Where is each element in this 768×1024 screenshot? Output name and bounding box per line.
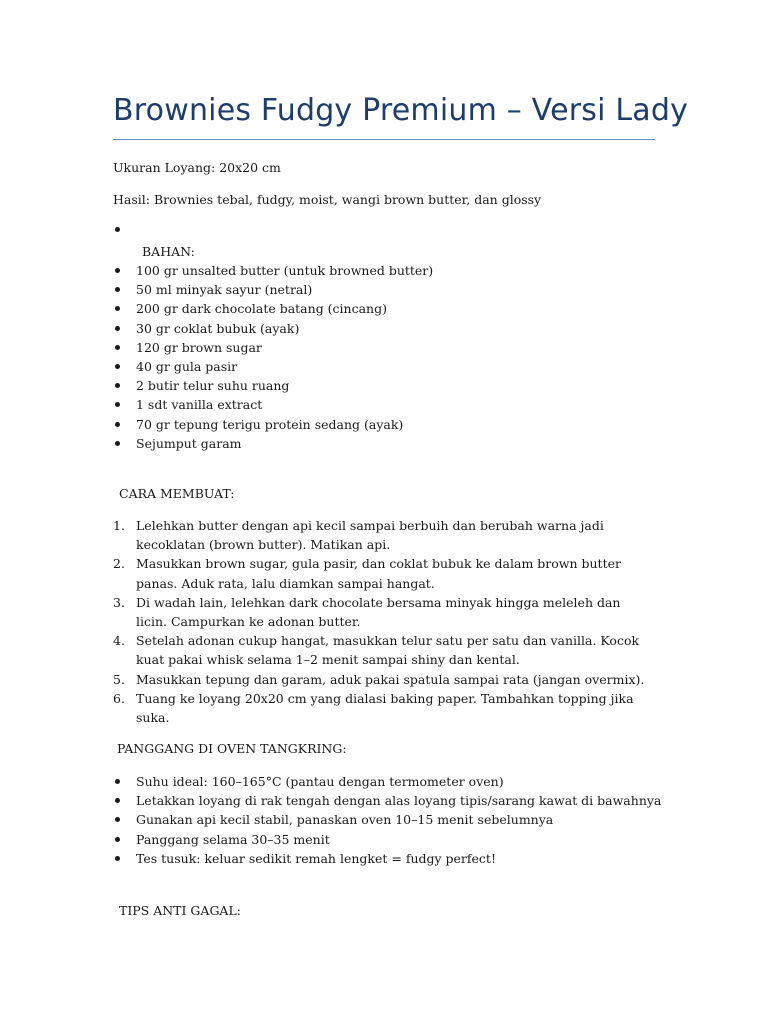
list-item: 200 gr dark chocolate batang (cincang) [113,299,433,318]
bullet-dot [115,306,120,311]
step-number: 1. [113,518,125,533]
title-underline [113,139,655,140]
list-item: 50 ml minyak sayur (netral) [113,280,433,299]
bullet-dot [115,779,120,784]
bullet-dot [115,856,120,861]
step-number: 2. [113,556,125,572]
step-number: 6. [113,690,125,706]
step-number: 4. [113,633,125,649]
list-item: 40 gr gula pasir [113,357,433,376]
bullet-dot [115,817,120,822]
list-item: Panggang selama 30–35 menit [113,830,661,849]
list-item: Tes tusuk: keluar sedikit remah lengket = fudgy perfect! [113,849,661,868]
list-item: Gunakan api kecil stabil, panaskan oven 10–15 menit sebelumnya [113,810,661,829]
list-item: 70 gr tepung terigu protein sedang (ayak) [113,415,433,434]
bullet-dot [115,227,120,232]
steps-list [113,516,646,727]
ingredients-list [113,261,433,453]
list-item: Letakkan loyang di rak tengah dengan alas loyang tipis/sarang kawat di bawahnya [113,791,661,810]
bullet-dot [115,798,120,803]
list-item: 2. Masukkan brown sugar, gula pasir, dan coklat bubuk ke dalam brown butter panas. Aduk rata, lalu diamkan sampai hangat. [113,556,621,591]
bullet-dot [115,345,120,350]
tips-heading: TIPS ANTI GAGAL: [119,903,241,918]
list-item: 100 gr unsalted butter (untuk browned butter) [113,261,433,280]
bullet-dot [115,287,120,292]
bullet-dot [115,383,120,388]
empty-bullet [113,223,131,237]
result-text: Hasil: Brownies tebal, fudgy, moist, wangi brown butter, dan glossy [113,192,542,207]
list-item: 1 sdt vanilla extract [113,395,433,414]
document-title: Brownies Fudgy Premium – Versi Lady [113,93,689,128]
baking-list [113,772,661,868]
list-item: 1. Lelehkan butter dengan api kecil sampai berbuih dan berubah warna jadi kecoklatan (brown butter). Matikan api. [113,518,604,553]
list-item: 120 gr brown sugar [113,338,433,357]
list-item: Suhu ideal: 160–165°C (pantau dengan termometer oven) [113,772,661,791]
list-item: Sejumput garam [113,434,433,453]
bahan-heading: BAHAN: [142,244,195,259]
bullet-dot [115,441,120,446]
list-item: 3. Di wadah lain, lelehkan dark chocolate bersama minyak hingga meleleh dan licin. Campurkan ke adonan butter. [113,594,621,630]
bullet-dot [115,268,120,273]
list-item: 2 butir telur suhu ruang [113,376,433,395]
cara-heading: CARA MEMBUAT: [119,486,235,501]
list-item: 5. Masukkan tepung dan garam, aduk pakai spatula sampai rata (jangan overmix). [113,670,646,689]
step-number: 3. [113,594,125,610]
bullet-dot [115,837,120,842]
list-item: 6. Tuang ke loyang 20x20 cm yang dialasi baking paper. Tambahkan topping jika suka. [113,690,634,726]
list-item: 30 gr coklat bubuk (ayak) [113,319,433,338]
list-item: 4. Setelah adonan cukup hangat, masukkan telur satu per satu dan vanilla. Kocok kuat pakai whisk selama 1–2 menit sampai shiny dan kental. [113,633,640,668]
bullet-dot [115,364,120,369]
bullet-dot [115,422,120,427]
bullet-dot [115,402,120,407]
pan-size-text: Ukuran Loyang: 20x20 cm [113,160,281,175]
bullet-dot [115,326,120,331]
panggang-heading: PANGGANG DI OVEN TANGKRING: [117,741,347,756]
step-number: 5. [113,671,125,687]
